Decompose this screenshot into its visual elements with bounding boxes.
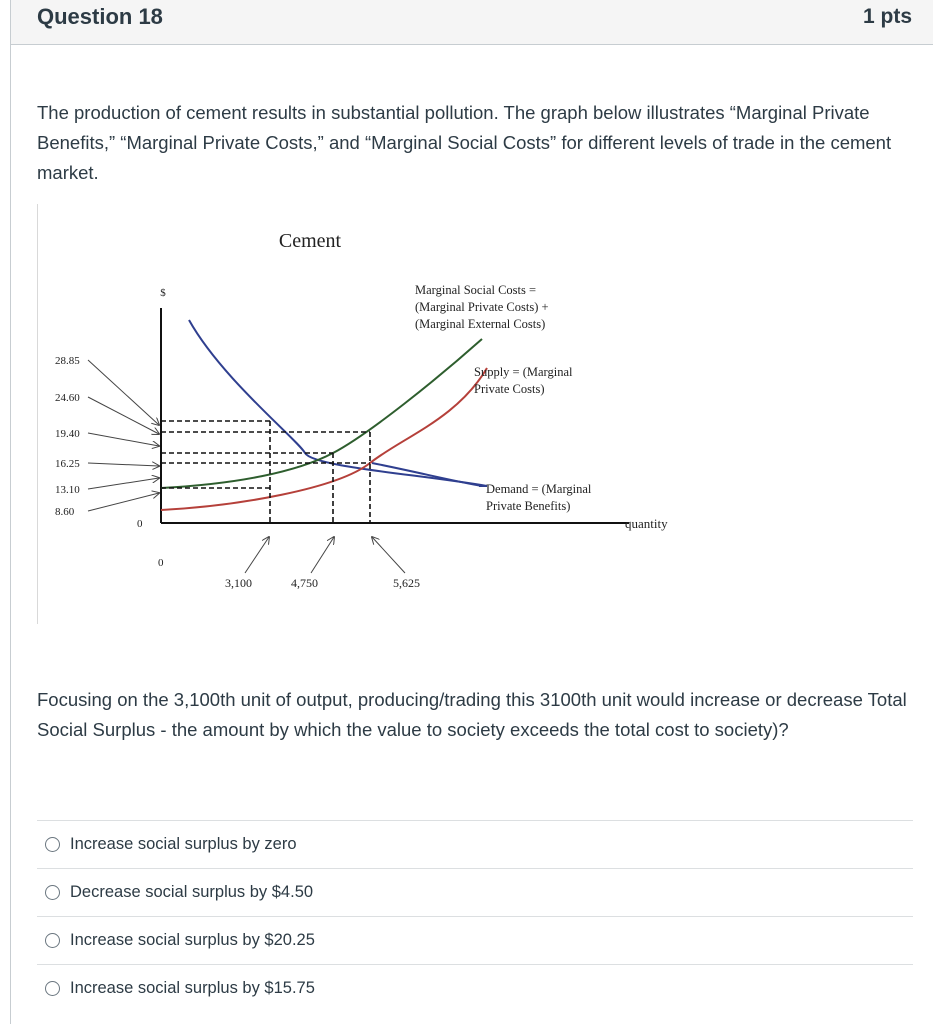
question-header xyxy=(11,0,933,45)
answer-label: Increase social surplus by $20.25 xyxy=(70,931,315,949)
demand-label: Demand = (Marginal xyxy=(486,482,592,496)
supply-label: Private Costs) xyxy=(474,382,545,396)
answer-option[interactable] xyxy=(37,868,913,916)
msc-label: Marginal Social Costs = xyxy=(415,283,537,297)
chart-title: Cement xyxy=(278,230,342,252)
y-tick-arrow xyxy=(88,478,159,489)
demand-curve-tail xyxy=(372,463,482,486)
demand-label: Private Benefits) xyxy=(486,499,571,513)
y-tick-label: 28.85 xyxy=(55,355,80,367)
msc-label: (Marginal External Costs) xyxy=(415,317,546,331)
y-tick-label: 19.40 xyxy=(55,428,80,440)
y-tick-arrow xyxy=(88,493,159,511)
supply-label: Supply = (Marginal xyxy=(474,365,573,379)
x-tick-arrow xyxy=(311,537,334,573)
question-focus-text: Focusing on the 3,100th unit of output, producing/trading this 3100th unit would increase or decrease Total Social Surplus - the amount by which the value to society exceeds the total cost to society)? xyxy=(37,689,907,740)
answer-label: Decrease social surplus by $4.50 xyxy=(70,883,314,901)
answer-option[interactable] xyxy=(37,964,913,1012)
x-tick-arrow xyxy=(245,537,269,573)
answer-label: Increase social surplus by $15.75 xyxy=(70,979,315,997)
x-tick-arrow xyxy=(372,537,405,573)
x-tick-label: 3,100 xyxy=(225,576,252,590)
answer-list xyxy=(37,820,913,1012)
y-tick-label: 24.60 xyxy=(55,392,80,404)
answer-label: Increase social surplus by zero xyxy=(70,835,297,853)
chart-svg xyxy=(37,204,917,624)
radio-button[interactable] xyxy=(45,933,60,948)
x-tick-label: 4,750 xyxy=(291,576,318,590)
radio-button[interactable] xyxy=(45,981,60,996)
answer-option[interactable] xyxy=(37,916,913,964)
msc-curve xyxy=(161,339,482,488)
y-origin-label: 0 xyxy=(137,518,143,530)
question-points: 1 pts xyxy=(862,5,912,28)
y-tick-arrow xyxy=(88,463,159,466)
y-axis-label: $ xyxy=(160,287,166,299)
radio-button[interactable] xyxy=(45,885,60,900)
msc-label: (Marginal Private Costs) + xyxy=(415,300,549,314)
demand-curve xyxy=(189,320,487,486)
x-axis-label: quantity xyxy=(625,516,668,531)
x-origin-label: 0 xyxy=(158,557,164,569)
figure-left-border xyxy=(37,204,38,624)
radio-button[interactable] xyxy=(45,837,60,852)
question-title: Question 18 xyxy=(37,4,163,29)
y-tick-label: 16.25 xyxy=(55,458,80,470)
y-tick-label: 8.60 xyxy=(55,506,75,518)
y-tick-arrow xyxy=(88,433,159,446)
y-tick-label: 13.10 xyxy=(55,484,80,496)
cement-market-graph xyxy=(37,204,917,624)
answer-option[interactable] xyxy=(37,820,913,868)
x-tick-label: 5,625 xyxy=(393,576,420,590)
question-intro-text: The production of cement results in substantial pollution. The graph below illustrates “Marginal Private Benefits,” “Marginal Private Costs,” and “Marginal Social Costs” for different levels of trade in the cement market. xyxy=(37,102,892,183)
question-card xyxy=(10,0,933,1024)
